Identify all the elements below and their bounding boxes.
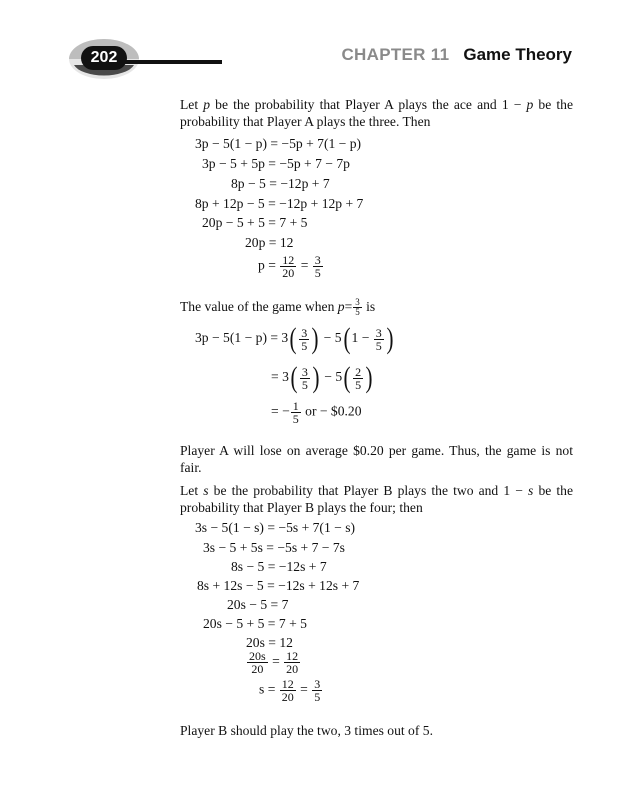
value-equation-2: = 3( $\frac{3}{5}$ ) − 5( $\frac{2}{5}$ ) (271, 361, 373, 394)
equation-b8 (246, 650, 301, 675)
fraction (299, 327, 309, 352)
header-rule (118, 60, 222, 64)
equals-sign: = (300, 681, 308, 697)
equation-a6: 20p = 12 (245, 235, 294, 250)
value-equation-1: 3p − 5(1 − p) = 3( $\frac{3}{5}$ ) − 5( 1 − $\frac{3}{5}$ ) (195, 322, 394, 355)
denominator: 5 (314, 266, 321, 280)
denominator: 20 (286, 662, 299, 676)
equation-lhs: 3p − 5(1 − p) = 3 (195, 330, 289, 346)
intro-text: be the probability that Player A plays the ace and 1 − (210, 97, 527, 112)
fraction (374, 327, 384, 352)
equation-lhs: s = (259, 681, 276, 697)
denominator: 20 (281, 690, 294, 704)
equation-a5: 20p − 5 + 5 = 7 + 5 (202, 215, 308, 230)
numerator: 3 (375, 325, 382, 340)
numerator: 2 (355, 364, 362, 379)
denominator: 5 (301, 338, 308, 353)
numerator: 20s (249, 649, 266, 663)
fraction (247, 650, 268, 675)
equation-b6: 20s − 5 + 5 = 7 + 5 (203, 616, 307, 631)
numerator: 12 (282, 253, 295, 267)
denominator: 5 (355, 377, 362, 392)
intro-text: be the probability that Player B plays the four; then (180, 483, 573, 515)
fraction (312, 678, 322, 703)
var-s: s (203, 483, 209, 498)
value-text: The value of the game when (180, 299, 338, 314)
equation-b5: 20s − 5 = 7 (227, 597, 289, 612)
value-intro (180, 298, 573, 317)
numerator: 3 (355, 297, 360, 308)
denominator: 5 (292, 412, 299, 426)
equation-b7: 20s = 12 (246, 635, 293, 650)
equation-lhs: = 3 (271, 369, 289, 385)
equation-b2: 3s − 5 + 5s = −5s + 7 − 7s (203, 540, 345, 555)
denominator: 20 (247, 662, 268, 675)
equation-a4: 8p + 12p − 5 = −12p + 12p + 7 (195, 196, 364, 211)
numerator: 3 (314, 253, 321, 267)
equation-lhs: = − (271, 403, 290, 419)
section-b-intro (180, 482, 573, 516)
value-equation-3 (271, 400, 362, 425)
equation-b9 (259, 678, 323, 703)
intro-text: Let (180, 97, 204, 112)
conclusion-b: Player B should play the two, 3 times out of 5. (180, 723, 433, 738)
fraction (353, 366, 363, 391)
equation-lhs: p = (258, 257, 276, 273)
var-p: p (203, 97, 211, 112)
value-text: is (362, 299, 376, 314)
var-s: s (528, 483, 534, 498)
equation-rhs: or − $0.20 (305, 403, 362, 419)
fraction (291, 400, 301, 425)
page-number-badge (68, 38, 148, 80)
denominator: 5 (314, 690, 321, 704)
equation-a2: 3p − 5 + 5p = −5p + 7 − 7p (202, 156, 350, 171)
equation-a1: 3p − 5(1 − p) = −5p + 7(1 − p) (195, 136, 362, 151)
denominator: 20 (282, 266, 295, 280)
numerator: 12 (281, 677, 294, 691)
fraction (353, 298, 362, 317)
equation-a7 (258, 254, 324, 279)
conclusion-a: Player A will lose on average $0.20 per game. Thus, the game is not fair. (180, 443, 573, 475)
numerator: 3 (301, 364, 308, 379)
denominator: 5 (375, 338, 382, 353)
denominator: 5 (301, 377, 308, 392)
numerator: 3 (314, 677, 321, 691)
equation-b1: 3s − 5(1 − s) = −5s + 7(1 − s) (195, 520, 356, 535)
equation-b3: 8s − 5 = −12s + 7 (231, 559, 327, 574)
chapter-title: Game Theory (463, 45, 572, 64)
var-p: p (526, 97, 534, 112)
fraction (280, 678, 296, 703)
equals-sign: = (300, 257, 309, 273)
chapter-heading (341, 45, 572, 65)
equation-term: 1 − (351, 330, 370, 346)
var-p: p (337, 299, 345, 314)
equation-term: − 5 (323, 330, 342, 346)
equation-b4: 8s + 12s − 5 = −12s + 12s + 7 (197, 578, 360, 593)
fraction (284, 650, 300, 675)
equals-sign: = (272, 653, 280, 669)
fraction (300, 366, 310, 391)
equation-a3: 8p − 5 = −12p + 7 (231, 176, 330, 191)
numerator: 1 (292, 399, 299, 413)
page-number: 202 (90, 49, 118, 66)
denominator: 5 (355, 307, 360, 318)
equals-sign: = (344, 299, 353, 314)
fraction (280, 254, 296, 279)
section-a-intro (180, 96, 573, 130)
numerator: 12 (286, 649, 299, 663)
chapter-label: CHAPTER 11 (341, 45, 450, 64)
intro-text: be the probability that Player B plays the two and 1 − (208, 483, 529, 498)
equation-term: − 5 (324, 369, 343, 385)
numerator: 3 (301, 325, 308, 340)
fraction (313, 254, 323, 279)
intro-text: Let (180, 483, 204, 498)
intro-text: be the probability that Player A plays the three. Then (180, 97, 573, 129)
